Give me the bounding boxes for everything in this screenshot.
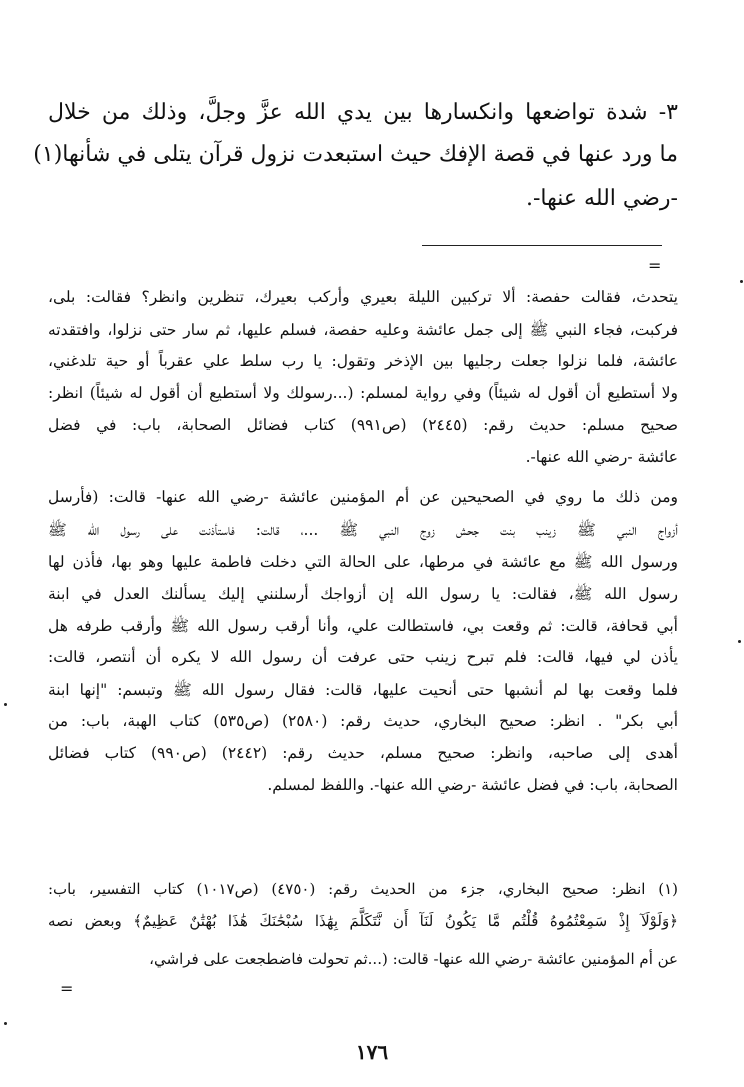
footnote-separator [422,245,662,246]
body-line-12: يأذن لي فيها، قالت: فلم تبرح زينب حتى عرفت أن رسول الله لا يكره أن أنتصر، قالت: [48,648,678,666]
footnote-line-2: ﴿وَلَوْلَآ إِذْ سَمِعْتُمُوهُ قُلْتُم مَّا يَكُونُ لَنَآ أَن نَّتَكَلَّمَ بِهَٰذَا سُبْحَٰنَكَ هَٰذَا بُهْتَٰنٌ عَظِيمٌ﴾ وبعض نصه [48,912,678,930]
footnote-1 [48,880,678,1000]
body-line-16: الصحابة، باب: في فضل عائشة -رضي الله عنها-. واللفظ لمسلم. [267,776,678,794]
scan-speck [738,640,741,643]
body-line-14: أبي بكر" . انظر: صحيح البخاري، حديث رقم: (٢٥٨٠) (ص٥٣٥) كتاب الهبة، باب: من [48,712,679,730]
footnote-continuation-marker: = [60,979,74,998]
scan-speck [4,703,7,706]
body-line-3: عائشة، فلما نزلوا جعلت رجليها بين الإذخر وتقول: يا رب سلط علي عقرباً أو حية تلدغني، [48,352,678,370]
body-line-4: ولا أستطيع أن أقول له شيئاً) وفي رواية لمسلم: (...رسولك ولا أستطيع أن أقول له شيئاً) انظر: [48,384,678,402]
footnote-line-1: (١) انظر: صحيح البخاري، جزء من الحديث رقم: (٤٧٥٠) (ص١٠١٧) كتاب التفسير، باب: [48,880,678,898]
scan-speck [740,280,743,283]
body-line-2: فركبت، فجاء النبي ﷺ إلى جمل عائشة وعليه حفصة، فسلم عليها، ثم سار حتى نزلوا، وافتقدته [48,321,678,339]
scan-speck [4,1022,7,1025]
body-line-11: أبي قحافة، قالت: ثم وقعت بي، فاستطالت علي، وأنا أرقب رسول الله ﷺ وأرقب طرفه هل [48,617,678,635]
main-paragraph [33,100,678,230]
main-line-1: ٣- شدة تواضعها وانكسارها بين يدي الله عزَّ وجلَّ، وذلك من خلال [48,100,678,125]
body-line-1: يتحدث، فقالت حفصة: ألا تركبين الليلة بعيري وأركب بعيرك، تنظرين وانظر؟ فقالت: بلى، [48,288,678,306]
footnote-continuation [48,288,678,878]
main-line-3: -رضي الله عنها-. [526,186,678,211]
body-line-8: أزواج النبي ﷺ زينب بنت جحش زوج النبي ﷺ ...، قالت: فاستأذنت على رسول الله ﷺ [48,521,678,539]
body-line-10: رسول الله ﷺ، فقالت: يا رسول الله إن أزواجك أرسلنني إليك يسألنك العدل في ابنة [48,585,678,603]
body-line-7: ومن ذلك ما روي في الصحيحين عن أم المؤمنين عائشة -رضي الله عنها- قالت: (فأرسل [48,488,678,506]
body-line-13: فلما وقعت بها لم أنشبها حتى أنحيت عليها، قالت: فقال رسول الله ﷺ وتبسم: "إنها ابنة [48,681,678,699]
body-line-6: عائشة -رضي الله عنها-. [525,448,678,466]
body-line-9: ورسول الله ﷺ مع عائشة في مرطها، على الحالة التي دخلت فاطمة عليها وهو بها، فأذن لها [48,553,678,571]
footnote-line-3: عن أم المؤمنين عائشة -رضي الله عنها- قالت: (...ثم تحولت فاضطجعت على فراشي، [149,950,678,968]
body-line-5: صحيح مسلم: حديث رقم: (٢٤٤٥) (ص٩٩١) كتاب فضائل الصحابة، باب: في فضل [48,416,679,434]
main-line-2: ما ورد عنها في قصة الإفك حيث استبعدت نزول قرآن يتلى في شأنها(١) [33,142,678,167]
page-number: ١٧٦ [355,1040,389,1064]
body-line-15: أهدى إلى صاحبه، وانظر: صحيح مسلم، حديث رقم: (٢٤٤٢) (ص٩٩٠) كتاب فضائل [48,744,678,762]
continuation-marker: = [648,256,662,275]
